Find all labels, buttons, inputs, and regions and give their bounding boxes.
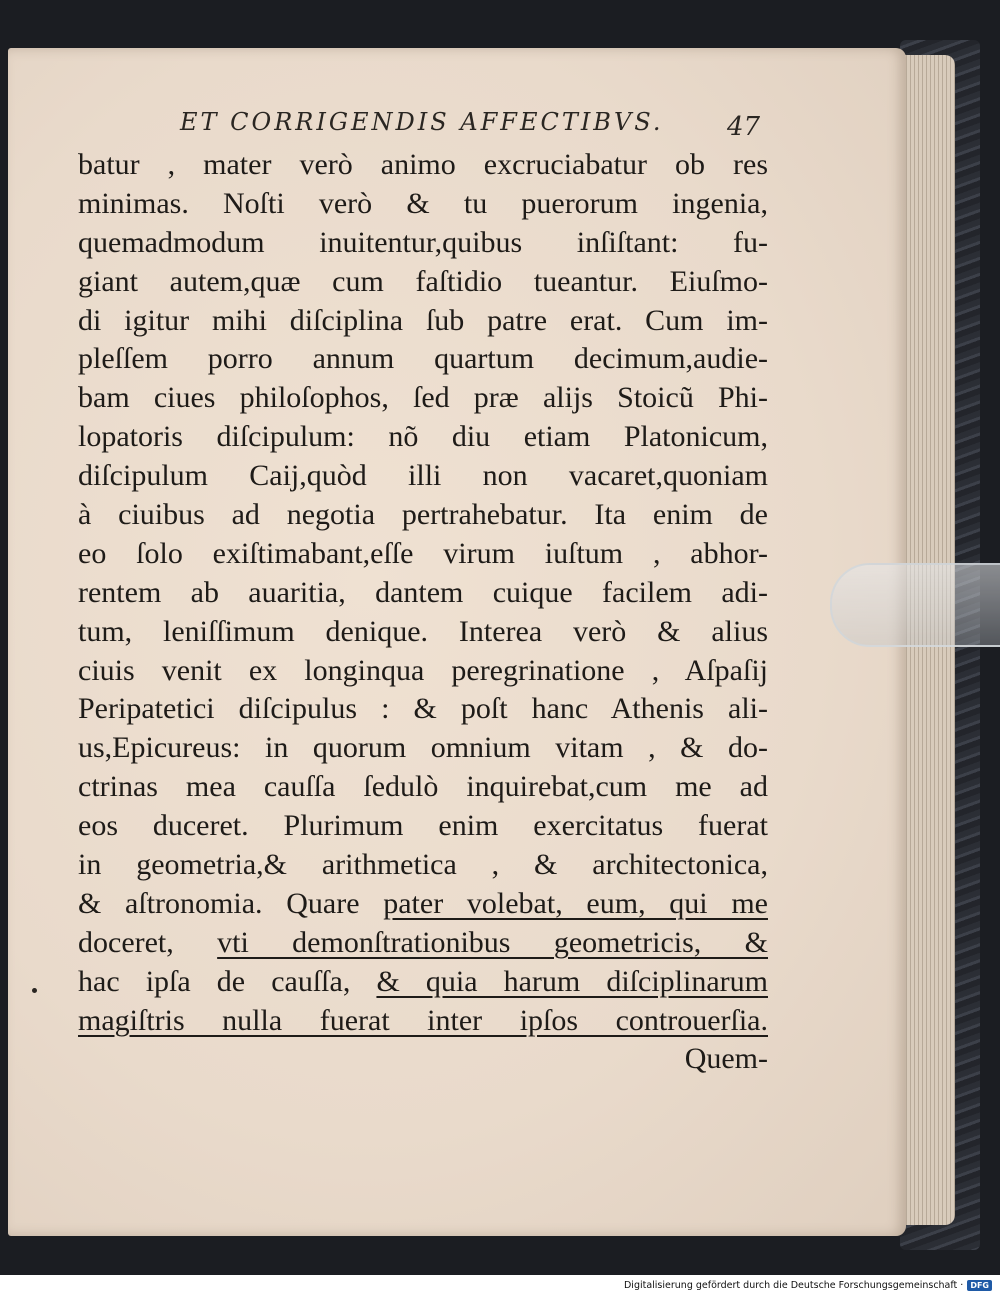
text-line: rentem ab auaritia, dantem cuique facilem adi- <box>78 575 768 609</box>
clasp-bookmark <box>830 563 1000 647</box>
credit-text: Digitalisierung gefördert durch die Deutsche Forschungsgemeinschaft · <box>623 1279 964 1291</box>
text-line: in geometria,& arithmetica , & architectonica, <box>78 848 768 882</box>
running-header: ET CORRIGENDIS AFFECTIBVS. <box>180 108 664 136</box>
text-line: diſcipulum Caij,quòd illi non vacaret,quoniam <box>78 459 768 493</box>
handwritten-underline: magiſtris nulla fuerat inter ipſos controuerſia. <box>78 1003 768 1037</box>
text-line: ctrinas mea cauſſa ſedulò inquirebat,cum me ad <box>78 770 768 804</box>
text-line: us,Epicureus: in quorum omnium vitam , & do- <box>78 731 768 765</box>
underlined-text-line <box>78 885 768 924</box>
line-plain-part: & aſtronomia. Quare <box>78 886 384 920</box>
dfg-logo-icon: DFG <box>967 1280 992 1291</box>
underlined-text-line <box>78 1002 768 1041</box>
text-line: giant autem,quæ cum faſtidio tueantur. Eiuſmo- <box>78 264 768 298</box>
text-line: tum, leniſſimum denique. Interea verò & alius <box>78 614 768 648</box>
underlined-text-line <box>78 963 768 1002</box>
handwritten-underline: vti demonſtrationibus geometricis, & <box>217 925 768 959</box>
handwritten-underline: & quia harum diſciplinarum <box>376 964 768 998</box>
text-line: eos duceret. Plurimum enim exercitatus fuerat <box>78 809 768 843</box>
text-line: Peripatetici diſcipulus : & poſt hanc Athenis ali- <box>78 692 768 726</box>
text-block <box>78 146 768 1079</box>
text-line: pleſſem porro annum quartum decimum,audie- <box>78 342 768 376</box>
page-number: 47 <box>727 112 761 142</box>
line-plain-part: doceret, <box>78 925 218 959</box>
margin-mark <box>32 988 37 993</box>
handwritten-underline: pater volebat, eum, qui me <box>383 886 768 920</box>
text-line: batur , mater verò animo excruciabatur ob res <box>78 148 768 181</box>
text-line: bam ciues philoſophos, ſed præ alijs Stoicũ Phi- <box>78 381 768 415</box>
text-line: lopatoris diſcipulum: nõ diu etiam Platonicum, <box>78 420 768 454</box>
text-line: eo ſolo exiſtimabant,eſſe virum iuſtum , abhor- <box>78 536 768 570</box>
text-line: à ciuibus ad negotia pertrahebatur. Ita enim de <box>78 498 768 532</box>
digitization-credit <box>624 1277 992 1293</box>
text-line: di igitur mihi diſciplina ſub patre erat. Cum im- <box>78 303 768 337</box>
catchword: Quem- <box>684 1042 768 1076</box>
line-plain-part: hac ipſa de cauſſa, <box>78 964 377 998</box>
text-line: minimas. Noſti verò & tu puerorum ingenia, <box>78 186 768 220</box>
text-line: ciuis venit ex longinqua peregrinatione , Aſpaſij <box>78 653 768 687</box>
underlined-text-line <box>78 924 768 963</box>
text-line: quemadmodum inuitentur,quibus inſiſtant: fu- <box>78 225 768 259</box>
